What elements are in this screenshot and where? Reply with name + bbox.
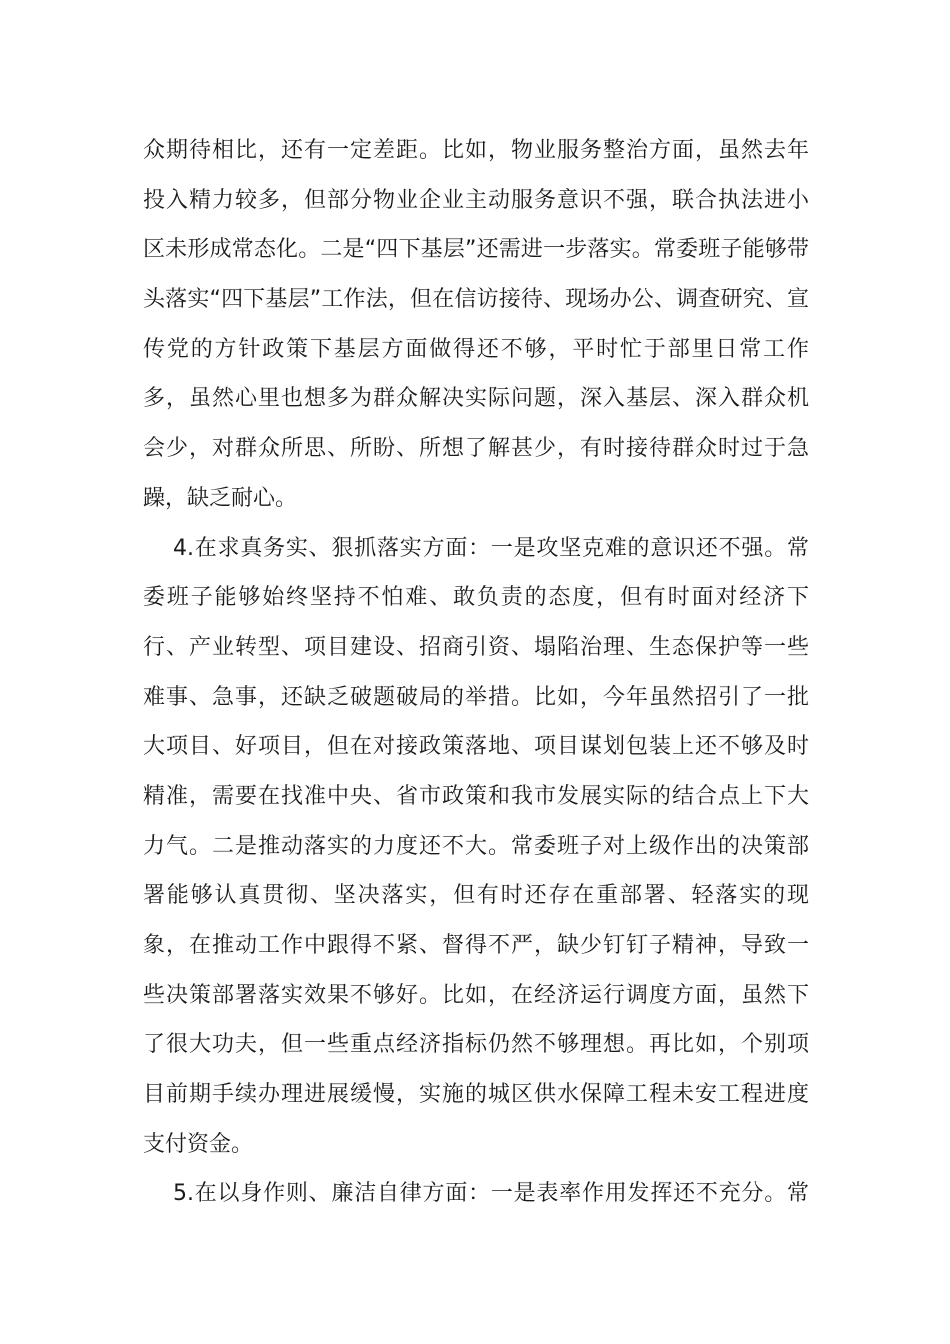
paragraph-start-line: 5.在以身作则、廉洁自律方面：一是表率作用发挥还不充分。常 <box>173 1181 809 1207</box>
text-line: 象，在推动工作中跟得不紧、督得不严，缺少钉钉子精神，导致一 <box>143 933 809 958</box>
text-line: 委班子能够始终坚持不怕难、敢负责的态度，但有时面对经济下 <box>143 585 809 611</box>
text-line: 大项目、好项目，但在对接政策落地、项目谋划包装上还不够及时 <box>143 734 809 760</box>
text-line: 了很大功夫，但一些重点经济指标仍然不够理想。再比如，个别项 <box>143 1032 809 1058</box>
text-line: 头落实“四下基层”工作法，但在信访接待、现场办公、调查研究、宣 <box>143 287 809 313</box>
text-line: 力气。二是推动落实的力度还不大。常委班子对上级作出的决策部 <box>143 833 809 859</box>
text-line: 多，虽然心里也想多为群众解决实际问题，深入基层、深入群众机 <box>143 386 809 412</box>
text-line: 支付资金。 <box>143 1131 254 1157</box>
text-line: 些决策部署落实效果不够好。比如，在经济运行调度方面，虽然下 <box>143 982 809 1008</box>
document-body <box>143 126 809 1219</box>
text-line: 投入精力较多，但部分物业企业主动服务意识不强，联合执法进小 <box>143 187 809 213</box>
text-line: 精准，需要在找准中央、省市政策和我市发展实际的结合点上下大 <box>143 783 809 809</box>
text-line: 躁，缺乏耐心。 <box>143 485 298 511</box>
text-line: 署能够认真贯彻、坚决落实，但有时还存在重部署、轻落实的现 <box>143 883 809 909</box>
text-line: 众期待相比，还有一定差距。比如，物业服务整治方面，虽然去年 <box>143 138 809 163</box>
text-line: 难事、急事，还缺乏破题破局的举措。比如，今年虽然招引了一批 <box>143 684 809 710</box>
text-line: 会少，对群众所思、所盼、所想了解甚少，有时接待群众时过于急 <box>143 436 809 462</box>
text-line: 目前期手续办理进展缓慢，实施的城区供水保障工程未安工程进度 <box>143 1082 809 1108</box>
text-line: 行、产业转型、项目建设、招商引资、塌陷治理、生态保护等一些 <box>143 634 809 660</box>
text-line: 区未形成常态化。二是“四下基层”还需进一步落实。常委班子能够带 <box>143 237 809 263</box>
text-line: 传党的方针政策下基层方面做得还不够，平时忙于部里日常工作 <box>143 336 809 362</box>
paragraph-start-line: 4.在求真务实、狠抓落实方面：一是攻坚克难的意识还不强。常 <box>173 535 809 561</box>
